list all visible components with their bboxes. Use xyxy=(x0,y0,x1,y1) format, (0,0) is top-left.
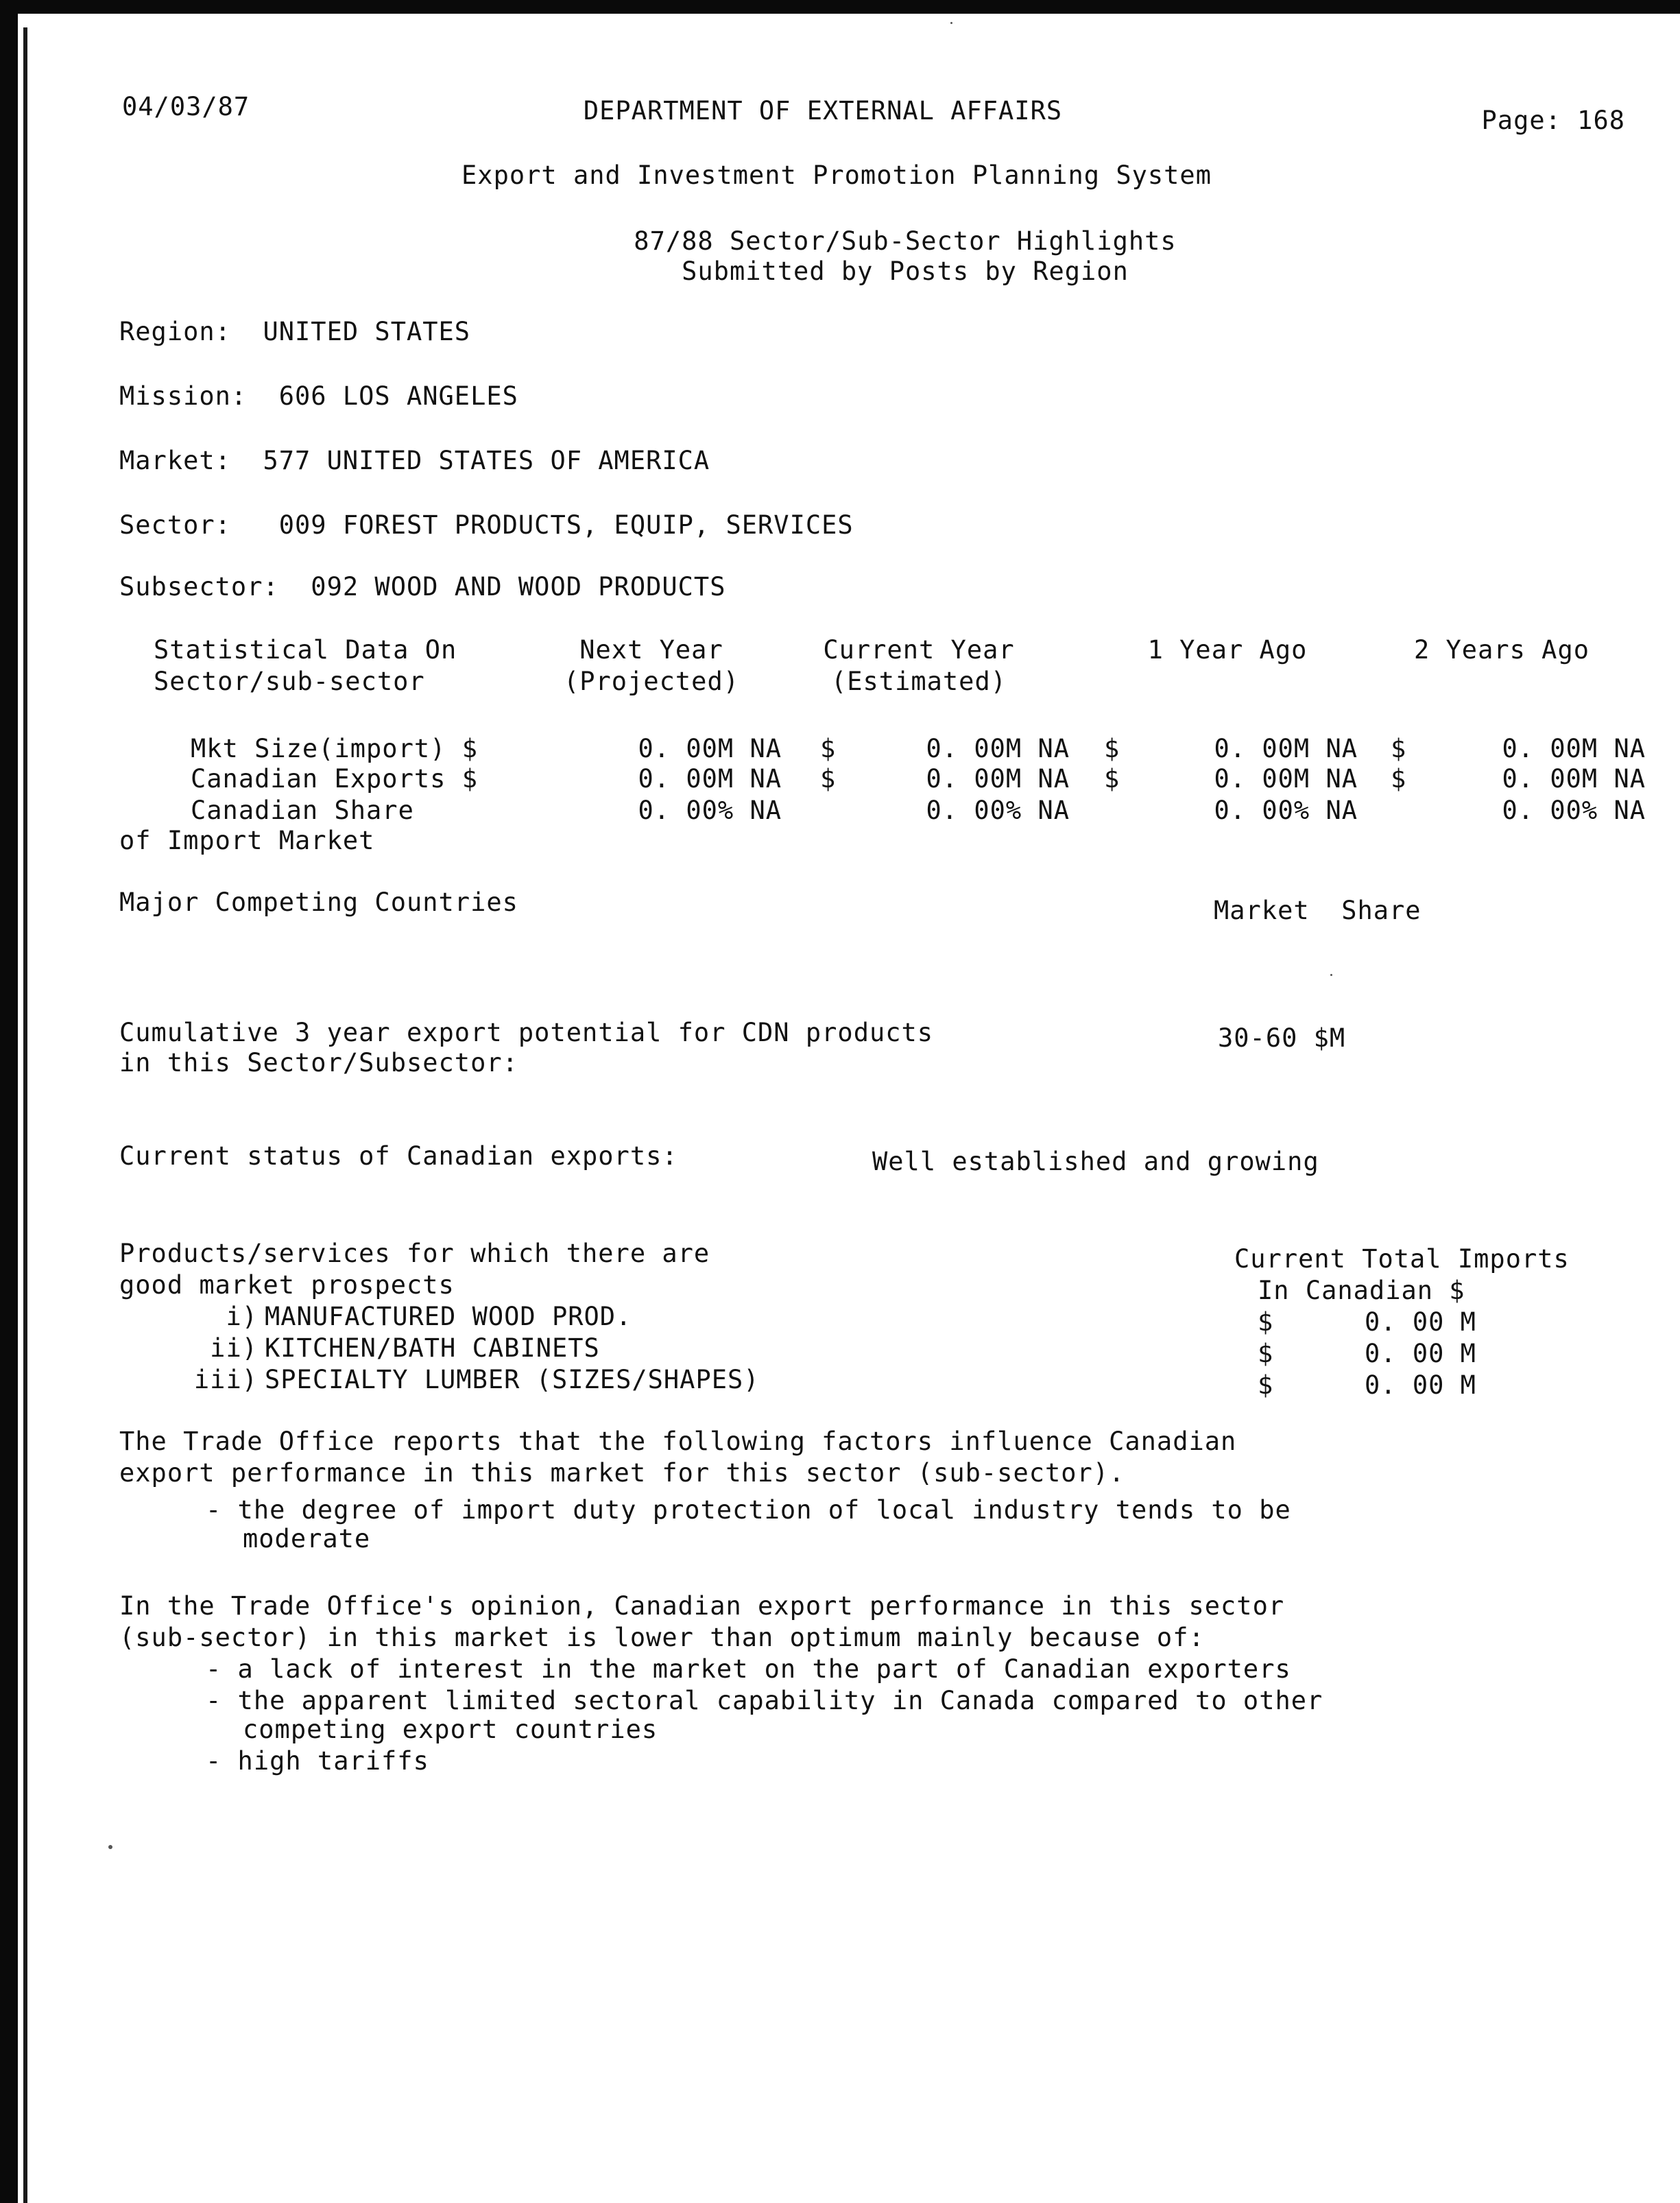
col-next-year-header: Next Year xyxy=(579,635,723,665)
product-item-currency: $ xyxy=(1258,1307,1274,1337)
factors-bullet-cont: moderate xyxy=(243,1524,371,1553)
competing-countries-label: Major Competing Countries xyxy=(119,888,518,917)
scan-left-edge-line xyxy=(23,27,27,2203)
row-cdn-share-current: 0. 00% NA xyxy=(926,796,1070,825)
row-mkt-size-symbol: $ xyxy=(1391,734,1407,763)
product-item-value: 0. 00 M xyxy=(1365,1339,1476,1368)
opinion-paragraph-line2: (sub-sector) in this market is lower than optimum mainly because of: xyxy=(119,1623,1205,1652)
scan-speck xyxy=(1330,974,1332,976)
product-item-currency: $ xyxy=(1258,1339,1274,1368)
sector-field: Sector: 009 FOREST PRODUCTS, EQUIP, SERVICES xyxy=(119,510,854,540)
opinion-bullet-cont: competing export countries xyxy=(243,1715,658,1744)
row-cdn-exports-label: Canadian Exports $ xyxy=(191,764,478,794)
col-1-year-ago-header: 1 Year Ago xyxy=(1147,635,1308,665)
opinion-bullet: - a lack of interest in the market on the part of Canadian exporters xyxy=(206,1654,1291,1684)
product-item-name: MANUFACTURED WOOD PROD. xyxy=(265,1302,632,1331)
products-heading-line2: good market prospects xyxy=(119,1270,455,1300)
product-item-currency: $ xyxy=(1258,1370,1274,1400)
row-mkt-size-current: 0. 00M NA xyxy=(926,734,1070,763)
highlights-title: 87/88 Sector/Sub-Sector Highlights xyxy=(634,226,1177,256)
row-cdn-exports-1ya: 0. 00M NA xyxy=(1214,764,1358,794)
cumulative-potential-value: 30-60 $M xyxy=(1218,1023,1346,1053)
row-mkt-size-symbol: $ xyxy=(820,734,837,763)
row-cdn-exports-symbol: $ xyxy=(1104,764,1120,794)
col-next-year-subheader: (Projected) xyxy=(563,667,740,696)
stats-label-line1: Statistical Data On xyxy=(154,635,457,665)
row-cdn-exports-next: 0. 00M NA xyxy=(638,764,782,794)
row-cdn-exports-2ya: 0. 00M NA xyxy=(1502,764,1646,794)
row-cdn-exports-current: 0. 00M NA xyxy=(926,764,1070,794)
cumulative-potential-line1: Cumulative 3 year export potential for CDN products xyxy=(119,1018,934,1047)
row-cdn-exports-symbol: $ xyxy=(820,764,837,794)
row-cdn-share-2ya: 0. 00% NA xyxy=(1502,796,1646,825)
product-item-value: 0. 00 M xyxy=(1365,1370,1476,1400)
subsector-field: Subsector: 092 WOOD AND WOOD PRODUCTS xyxy=(119,572,726,602)
row-cdn-share-label: Canadian Share xyxy=(191,796,414,825)
report-date: 04/03/87 xyxy=(122,92,250,121)
department-title: DEPARTMENT OF EXTERNAL AFFAIRS xyxy=(583,96,1063,126)
product-item-number: i) xyxy=(226,1302,258,1331)
product-item-name: SPECIALTY LUMBER (SIZES/SHAPES) xyxy=(265,1365,760,1394)
imports-header-line2: In Canadian $ xyxy=(1258,1276,1465,1305)
scan-top-border xyxy=(0,0,1680,14)
row-cdn-share-next: 0. 00% NA xyxy=(638,796,782,825)
page-number: Page: 168 xyxy=(1481,106,1625,135)
imports-header-line1: Current Total Imports xyxy=(1234,1244,1570,1274)
col-2-years-ago-header: 2 Years Ago xyxy=(1413,635,1590,665)
row-mkt-size-1ya: 0. 00M NA xyxy=(1214,734,1358,763)
system-title: Export and Investment Promotion Planning System xyxy=(461,160,1212,190)
product-item-number: ii) xyxy=(210,1333,258,1363)
scan-speck xyxy=(108,1845,112,1849)
region-field: Region: UNITED STATES xyxy=(119,317,471,346)
product-item-value: 0. 00 M xyxy=(1365,1307,1476,1337)
col-current-year-subheader: (Estimated) xyxy=(830,667,1007,696)
opinion-bullet: - the apparent limited sectoral capability in Canada compared to other xyxy=(206,1686,1323,1715)
row-cdn-exports-symbol: $ xyxy=(1391,764,1407,794)
stats-label-line2: Sector/sub-sector xyxy=(154,667,425,696)
row-mkt-size-symbol: $ xyxy=(1104,734,1120,763)
submitted-subtitle: Submitted by Posts by Region xyxy=(682,257,1129,286)
row-mkt-size-label: Mkt Size(import) $ xyxy=(191,734,478,763)
factors-paragraph-line1: The Trade Office reports that the following factors influence Canadian xyxy=(119,1427,1237,1456)
row-cdn-share-1ya: 0. 00% NA xyxy=(1214,796,1358,825)
row-mkt-size-next: 0. 00M NA xyxy=(638,734,782,763)
factors-bullet: - the degree of import duty protection of local industry tends to be xyxy=(206,1495,1291,1525)
market-share-header: Market Share xyxy=(1214,896,1421,925)
opinion-bullet: - high tariffs xyxy=(206,1746,429,1776)
scan-left-border xyxy=(0,14,18,2203)
row-mkt-size-2ya: 0. 00M NA xyxy=(1502,734,1646,763)
mission-field: Mission: 606 LOS ANGELES xyxy=(119,381,518,411)
cumulative-potential-line2: in this Sector/Subsector: xyxy=(119,1048,518,1077)
row-cdn-share-label-cont: of Import Market xyxy=(119,826,375,855)
product-item-number: iii) xyxy=(193,1365,258,1394)
market-field: Market: 577 UNITED STATES OF AMERICA xyxy=(119,446,710,475)
opinion-paragraph-line1: In the Trade Office's opinion, Canadian export performance in this sector xyxy=(119,1591,1285,1621)
export-status-value: Well established and growing xyxy=(872,1147,1319,1176)
scan-speck xyxy=(950,22,952,24)
factors-paragraph-line2: export performance in this market for this sector (sub-sector). xyxy=(119,1458,1125,1488)
product-item-name: KITCHEN/BATH CABINETS xyxy=(265,1333,600,1363)
col-current-year-header: Current Year xyxy=(823,635,1015,665)
export-status-label: Current status of Canadian exports: xyxy=(119,1141,678,1171)
products-heading-line1: Products/services for which there are xyxy=(119,1239,710,1268)
